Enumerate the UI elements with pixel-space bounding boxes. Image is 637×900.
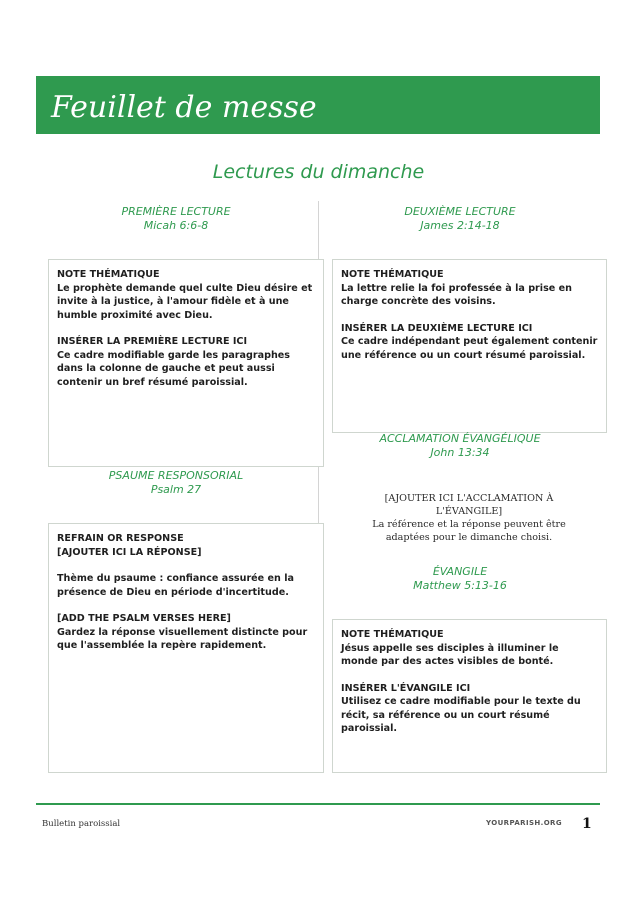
gospel-box[interactable] — [332, 619, 607, 773]
second-reading-insert-text: Ce cadre indépendant peut également contenir une référence ou un court résumé paroissial. — [341, 336, 598, 361]
first-reading-insert-text: Ce cadre modifiable garde les paragraphes dans la colonne de gauche et peut aussi contenir un bref résumé paroissial. — [57, 349, 290, 388]
second-reading-ref: James 2:14-18 — [420, 219, 500, 232]
first-reading-title: PREMIÈRE LECTURE — [121, 205, 231, 218]
gospel-note-text: Jésus appelle ses disciples à illuminer le monde par des actes visibles de bonté. — [341, 642, 559, 667]
psalm-refrain-insert: [AJOUTER ICI LA RÉPONSE] — [57, 546, 202, 558]
gospel-ref: Matthew 5:13-16 — [413, 579, 507, 592]
acclamation-heading — [332, 432, 588, 460]
psalm-refrain-label: REFRAIN OR RESPONSE — [57, 533, 184, 544]
second-reading-note-label: NOTE THÉMATIQUE — [341, 269, 444, 280]
second-reading-heading — [332, 205, 588, 233]
psalm-verses-text: Gardez la réponse visuellement distincte pour que l'assemblée la repère rapidement. — [57, 626, 308, 651]
gospel-title: ÉVANGILE — [432, 565, 488, 578]
first-reading-box[interactable] — [48, 259, 324, 467]
title-banner — [36, 76, 600, 134]
first-reading-ref: Micah 6:6-8 — [143, 219, 209, 232]
page-title: Feuillet de messe — [51, 90, 317, 125]
footer-bulletin-label: Bulletin paroissial — [42, 819, 121, 829]
footer-rule — [36, 803, 600, 805]
first-reading-heading — [48, 205, 304, 233]
gospel-note-label: NOTE THÉMATIQUE — [341, 629, 444, 640]
second-reading-note-text: La lettre relie la foi professée à la prise en charge concrète des voisins. — [341, 282, 572, 307]
acclamation-block[interactable] — [364, 492, 574, 544]
second-reading-box[interactable] — [332, 259, 607, 433]
psalm-verses-label: [ADD THE PSALM VERSES HERE] — [57, 613, 231, 624]
section-title: Lectures du dimanche — [212, 161, 425, 183]
second-reading-insert-label: INSÉRER LA DEUXIÈME LECTURE ICI — [341, 322, 533, 334]
first-reading-insert-label: INSÉRER LA PREMIÈRE LECTURE ICI — [57, 336, 248, 347]
psalm-title: PSAUME RESPONSORIAL — [108, 469, 244, 482]
psalm-box[interactable] — [48, 523, 324, 773]
first-reading-note-text: Le prophète demande quel culte Dieu désire et invite à la justice, à l'amour fidèle et à une humble proximité avec Dieu. — [57, 282, 313, 321]
gospel-insert-text: Utilisez ce cadre modifiable pour le texte du récit, sa référence ou un court résumé paroissial. — [341, 696, 581, 734]
second-reading-title: DEUXIÈME LECTURE — [404, 205, 516, 218]
psalm-theme: Thème du psaume : confiance assurée en la présence de Dieu en période d'incertitude. — [57, 573, 294, 598]
acclamation-title: ACCLAMATION ÉVANGÉLIQUE — [379, 432, 541, 445]
first-reading-note-label: NOTE THÉMATIQUE — [57, 269, 160, 280]
acclamation-insert: [AJOUTER ICI L'ACCLAMATION À L'ÉVANGILE] — [384, 493, 554, 517]
gospel-heading — [332, 565, 588, 593]
page-number: 1 — [582, 816, 592, 832]
gospel-insert-label: INSÉRER L'ÉVANGILE ICI — [341, 682, 471, 694]
psalm-heading — [48, 469, 304, 497]
acclamation-ref: John 13:34 — [430, 446, 490, 459]
acclamation-note: La référence et la réponse peuvent être adaptées pour le dimanche choisi. — [372, 519, 566, 543]
psalm-ref: Psalm 27 — [150, 483, 202, 496]
footer-site[interactable]: YOURPARISH.ORG — [486, 819, 562, 827]
